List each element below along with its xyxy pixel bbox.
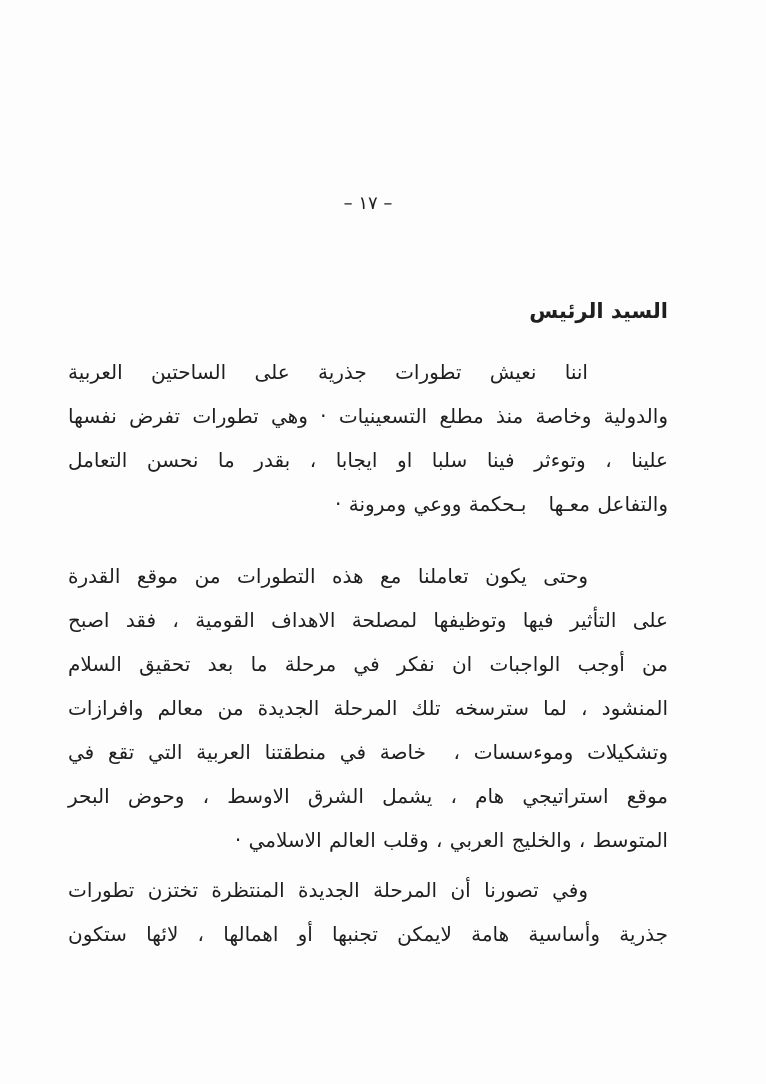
text-line: المتوسط ، والخليج العربي ، وقلب العالم الاسلامي ·	[234, 828, 668, 852]
paragraph	[68, 350, 668, 526]
document-heading: السيد الرئيس	[529, 299, 668, 323]
text-line: اننا نعيش تطورات جذرية على الساحتين العربية	[68, 360, 588, 384]
text-line: من أوجب الواجبات ان نفكر في مرحلة ما بعد تحقيق السلام	[68, 652, 668, 676]
document-content	[68, 296, 668, 956]
text-line: وحتى يكون تعاملنا مع هذه التطورات من موقع القدرة	[68, 564, 588, 588]
text-line: على التأثير فيها وتوظيفها لمصلحة الاهداف القومية ، فقد اصبح	[68, 608, 668, 632]
text-line: وفي تصورنا أن المرحلة الجديدة المنتظرة تختزن تطورات	[68, 878, 588, 902]
paragraph	[68, 868, 668, 956]
text-line: علينا ، وتوءثر فينا سلبا او ايجابا ، بقدر ما نحسن التعامل	[68, 448, 668, 472]
paragraph	[68, 554, 668, 862]
text-line: والتفاعل معـها بـحكمة ووعي ومرونة ·	[335, 492, 668, 516]
text-line: موقع استراتيجي هام ، يشمل الشرق الاوسط ، وحوض البحر	[68, 784, 668, 808]
text-line: وتشكيلات وموءسسات ، خاصة في منطقتنا العربية التي تقع في	[68, 740, 668, 764]
text-line: المنشود ، لما سترسخه تلك المرحلة الجديدة من معالم وافرازات	[68, 696, 668, 720]
text-line: جذرية وأساسية هامة لايمكن تجنبها أو اهمالها ، لائها ستكون	[68, 922, 668, 946]
text-line: والدولية وخاصة منذ مطلع التسعينيات · وهي تطورات تفرض نفسها	[68, 404, 668, 428]
page-number: – ١٧ –	[343, 193, 393, 214]
document-body	[68, 350, 668, 956]
